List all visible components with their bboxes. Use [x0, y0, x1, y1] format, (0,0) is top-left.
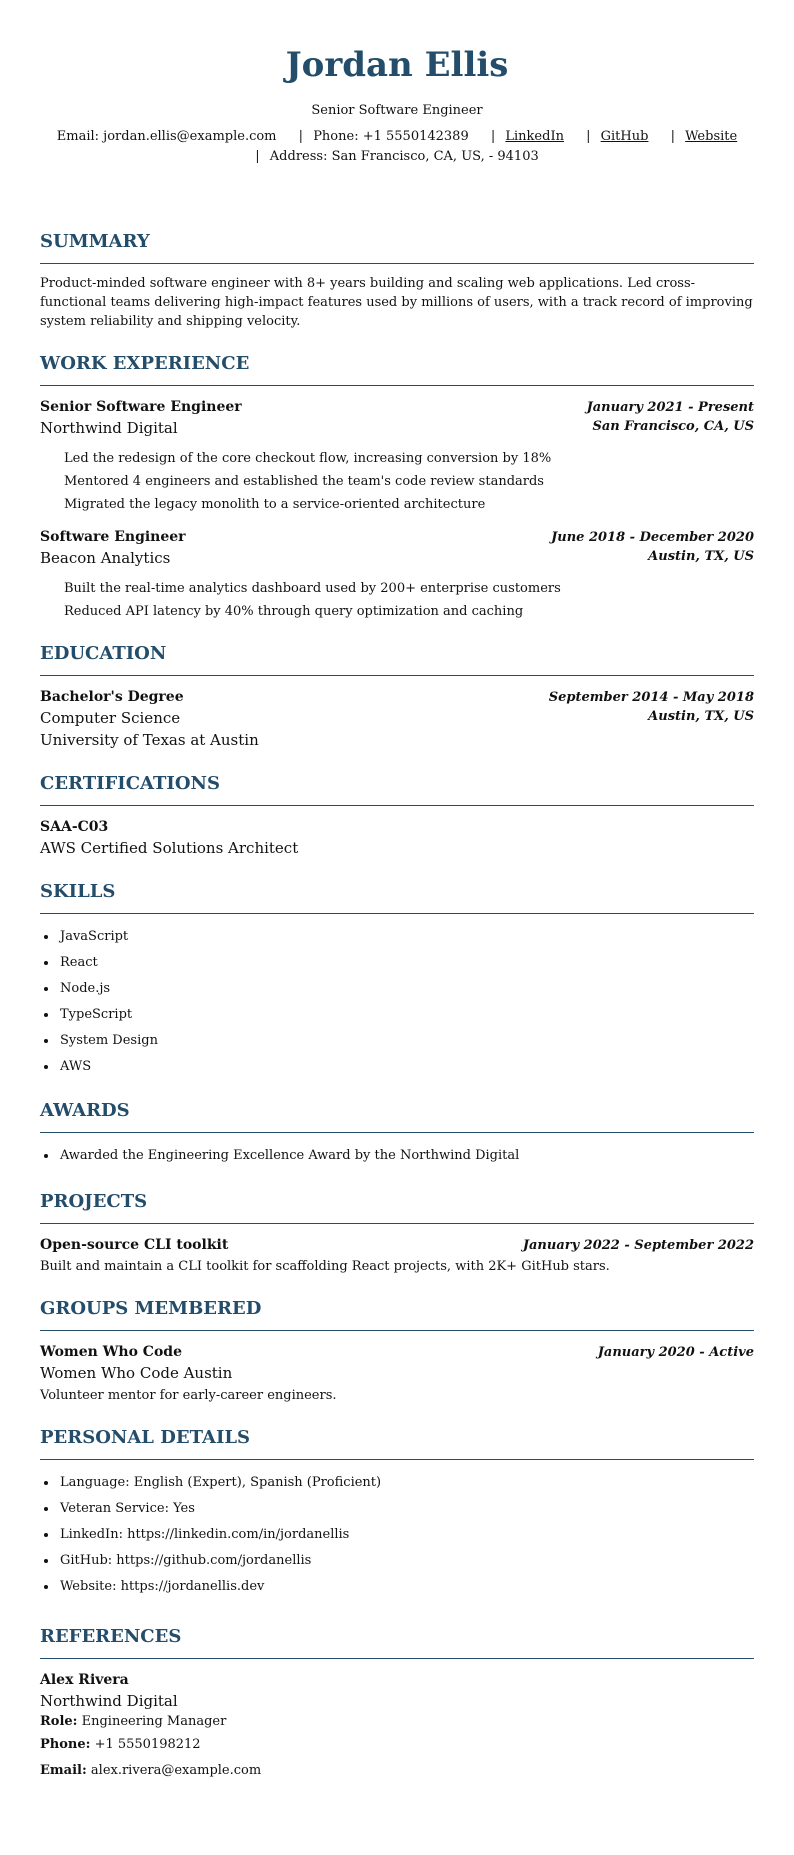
job-bullet: Built the real-time analytics dashboard used by 200+ enterprise customers	[64, 581, 561, 596]
education-dates: September 2014 - May 2018	[548, 690, 754, 705]
job-bullet: Migrated the legacy monolith to a service-oriented architecture	[64, 497, 486, 512]
job-dates: June 2018 - December 2020	[551, 530, 754, 545]
website-link[interactable]: Website	[685, 129, 738, 144]
job-company: Northwind Digital	[40, 419, 178, 437]
section-title-groups: GROUPS MEMBERED	[40, 1298, 754, 1331]
contact-separator: |	[490, 129, 496, 144]
contact-separator: |	[298, 129, 304, 144]
section-title-personal: PERSONAL DETAILS	[40, 1427, 754, 1460]
job-bullets	[64, 447, 754, 516]
summary-text: Product-minded software engineer with 8+ years building and scaling web applications. Led cross-functional teams delivering high-impact features used by millions of users, with a track record of improving system reliability and shipping velocity.	[40, 276, 753, 329]
section-title-references: REFERENCES	[40, 1626, 754, 1659]
reference-phone-line	[40, 1732, 754, 1758]
job-title: Senior Software Engineer	[40, 399, 242, 415]
contact-line-2	[40, 147, 754, 167]
contact-email: Email: jordan.ellis@example.com	[56, 129, 277, 144]
linkedin-link[interactable]: LinkedIn	[505, 129, 564, 144]
reference-phone-label: Phone:	[40, 1737, 91, 1752]
groups-section	[40, 1298, 754, 1405]
section-title-work: WORK EXPERIENCE	[40, 353, 754, 386]
contact-separator: |	[670, 129, 675, 144]
skill-item: • Node.js	[58, 976, 754, 1002]
group-description: Volunteer mentor for early-career engineers.	[40, 1388, 337, 1403]
work-section	[40, 353, 754, 623]
reference-email-label: Email:	[40, 1763, 87, 1778]
job-bullets	[64, 577, 754, 623]
award-item: • Awarded the Engineering Excellence Award by the Northwind Digital	[58, 1143, 754, 1169]
skill-item: • JavaScript	[58, 924, 754, 950]
school-name: University of Texas at Austin	[40, 731, 259, 749]
job-bullet: Mentored 4 engineers and established the team's code review standards	[64, 474, 544, 489]
group-dates: January 2020 - Active	[597, 1345, 754, 1360]
section-title-skills: SKILLS	[40, 881, 754, 914]
personal-item: • LinkedIn: https://linkedin.com/in/jordanellis	[58, 1522, 754, 1548]
certifications-section	[40, 773, 754, 859]
resume-header	[40, 0, 754, 167]
reference-role-line	[40, 1712, 754, 1732]
job-location: San Francisco, CA, US	[592, 419, 754, 434]
contact-separator: |	[255, 149, 260, 164]
reference-email: alex.rivera@example.com	[90, 1763, 262, 1778]
job-company: Beacon Analytics	[40, 549, 171, 567]
job-location: Austin, TX, US	[648, 549, 754, 564]
reference-email-line	[40, 1758, 754, 1784]
work-entry	[40, 398, 754, 516]
group-org: Women Who Code Austin	[40, 1364, 233, 1382]
skill-item: • React	[58, 950, 754, 976]
project-title: Open-source CLI toolkit	[40, 1237, 229, 1253]
contact-phone: Phone: +1 5550142389	[313, 129, 469, 144]
degree: Bachelor's Degree	[40, 689, 184, 705]
personal-item: • Language: English (Expert), Spanish (Proficient)	[58, 1470, 754, 1496]
skill-item: • AWS	[58, 1054, 754, 1080]
skills-section	[40, 881, 754, 1080]
personal-section	[40, 1427, 754, 1600]
group-title: Women Who Code	[40, 1344, 182, 1360]
section-title-summary: SUMMARY	[40, 231, 754, 264]
personal-item: • Website: https://jordanellis.dev	[58, 1574, 754, 1600]
awards-section	[40, 1100, 754, 1169]
reference-role: Engineering Manager	[81, 1714, 227, 1729]
education-section	[40, 643, 754, 751]
job-title: Software Engineer	[40, 529, 186, 545]
section-title-education: EDUCATION	[40, 643, 754, 676]
references-section	[40, 1626, 754, 1784]
personal-item: • Veteran Service: Yes	[58, 1496, 754, 1522]
certification-name: AWS Certified Solutions Architect	[40, 839, 299, 857]
github-link[interactable]: GitHub	[600, 129, 649, 144]
certification-code: SAA-C03	[40, 819, 109, 835]
personal-list	[40, 1470, 754, 1600]
candidate-name: Jordan Ellis	[285, 45, 509, 85]
skill-item: • TypeScript	[58, 1002, 754, 1028]
job-dates: January 2021 - Present	[586, 400, 754, 415]
contact-address: Address: San Francisco, CA, US, - 94103	[269, 149, 539, 164]
section-title-projects: PROJECTS	[40, 1191, 754, 1224]
field-of-study: Computer Science	[40, 709, 181, 727]
personal-item: • GitHub: https://github.com/jordanellis	[58, 1548, 754, 1574]
work-entry	[40, 528, 754, 623]
reference-name: Alex Rivera	[40, 1672, 129, 1688]
reference-role-label: Role:	[40, 1714, 78, 1729]
project-dates: January 2022 - September 2022	[522, 1238, 754, 1253]
job-bullet: Reduced API latency by 40% through query optimization and caching	[64, 604, 524, 619]
section-title-certifications: CERTIFICATIONS	[40, 773, 754, 806]
section-title-awards: AWARDS	[40, 1100, 754, 1133]
skills-list	[40, 924, 754, 1080]
summary-section	[40, 231, 754, 331]
awards-list	[40, 1143, 754, 1169]
project-description: Built and maintain a CLI toolkit for scaffolding React projects, with 2K+ GitHub stars.	[40, 1259, 610, 1274]
reference-phone: +1 5550198212	[94, 1737, 201, 1752]
reference-company: Northwind Digital	[40, 1692, 178, 1710]
contact-separator: |	[586, 129, 591, 144]
skill-item: • System Design	[58, 1028, 754, 1054]
education-location: Austin, TX, US	[648, 709, 754, 724]
projects-section	[40, 1191, 754, 1276]
job-bullet: Led the redesign of the core checkout flow, increasing conversion by 18%	[64, 451, 552, 466]
candidate-headline: Senior Software Engineer	[311, 103, 483, 118]
contact-line-1	[40, 127, 754, 147]
